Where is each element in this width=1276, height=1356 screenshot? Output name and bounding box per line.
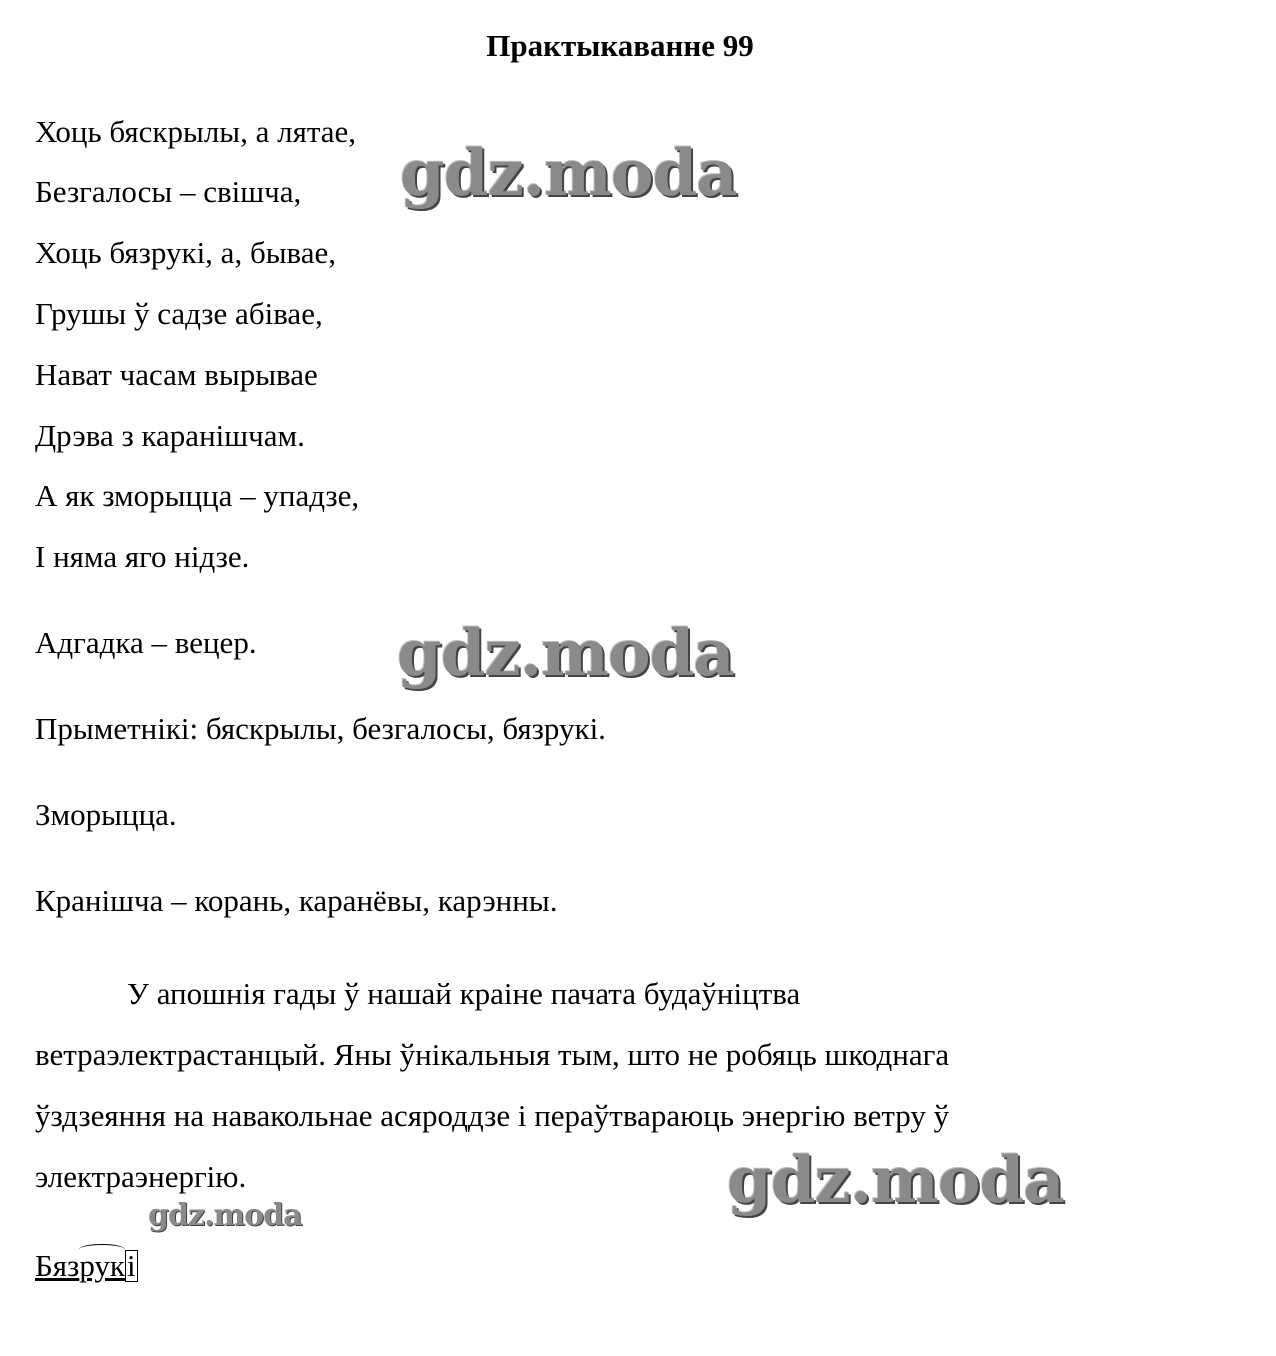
morph-root	[79, 1248, 125, 1284]
poem-line-8: І няма яго нідзе.	[35, 539, 250, 574]
adjectives-line: Прыметнікі: бяскрылы, безгалосы, бязрукі.	[35, 711, 606, 746]
cognates-line: Кранішча – корань, каранёвы, карэнны.	[35, 883, 558, 918]
page-title: Практыкаванне 99	[486, 28, 754, 63]
riddle-answer: Адгадка – вецер.	[35, 625, 257, 660]
poem-line-1: Хоць бяскрылы, а лятае,	[35, 114, 357, 149]
poem-line-7: А як зморыцца – упадзе,	[35, 478, 360, 513]
morph-root-text: рук	[79, 1248, 125, 1283]
verb-line: Зморыцца.	[35, 797, 177, 832]
watermark-logo: gdz.moda	[400, 136, 737, 211]
poem-line-6: Дрэва з каранішчам.	[35, 418, 305, 453]
poem-line-3: Хоць бязрукі, а, бывае,	[35, 235, 337, 270]
morphemic-parse	[35, 1248, 138, 1284]
watermark-logo: gdz.moda	[397, 616, 734, 691]
watermark-logo: gdz.moda	[727, 1143, 1064, 1218]
paragraph-line-2: ветраэлектрастанцый. Яны ўнікальныя тым, што не робяць шкоднага	[35, 1037, 950, 1072]
paragraph-line-4: электраэнергію.	[35, 1159, 247, 1194]
poem-line-4: Грушы ў садзе абівае,	[35, 296, 323, 331]
poem-line-2: Безгалосы – свішча,	[35, 174, 302, 209]
morph-ending: і	[126, 1248, 136, 1283]
watermark-logo: gdz.moda	[148, 1198, 302, 1233]
paragraph-line-3: ўздзеяння на навакольнае асяроддзе і пераўтвараюць энергію ветру ў	[35, 1098, 950, 1133]
poem-line-5: Нават часам вырывае	[35, 357, 318, 392]
morph-prefix: Бяз	[35, 1248, 80, 1283]
paragraph-line-1: У апошнія гады ў нашай краіне пачата будаўніцтва	[127, 976, 801, 1011]
root-arc-mark	[79, 1244, 125, 1255]
